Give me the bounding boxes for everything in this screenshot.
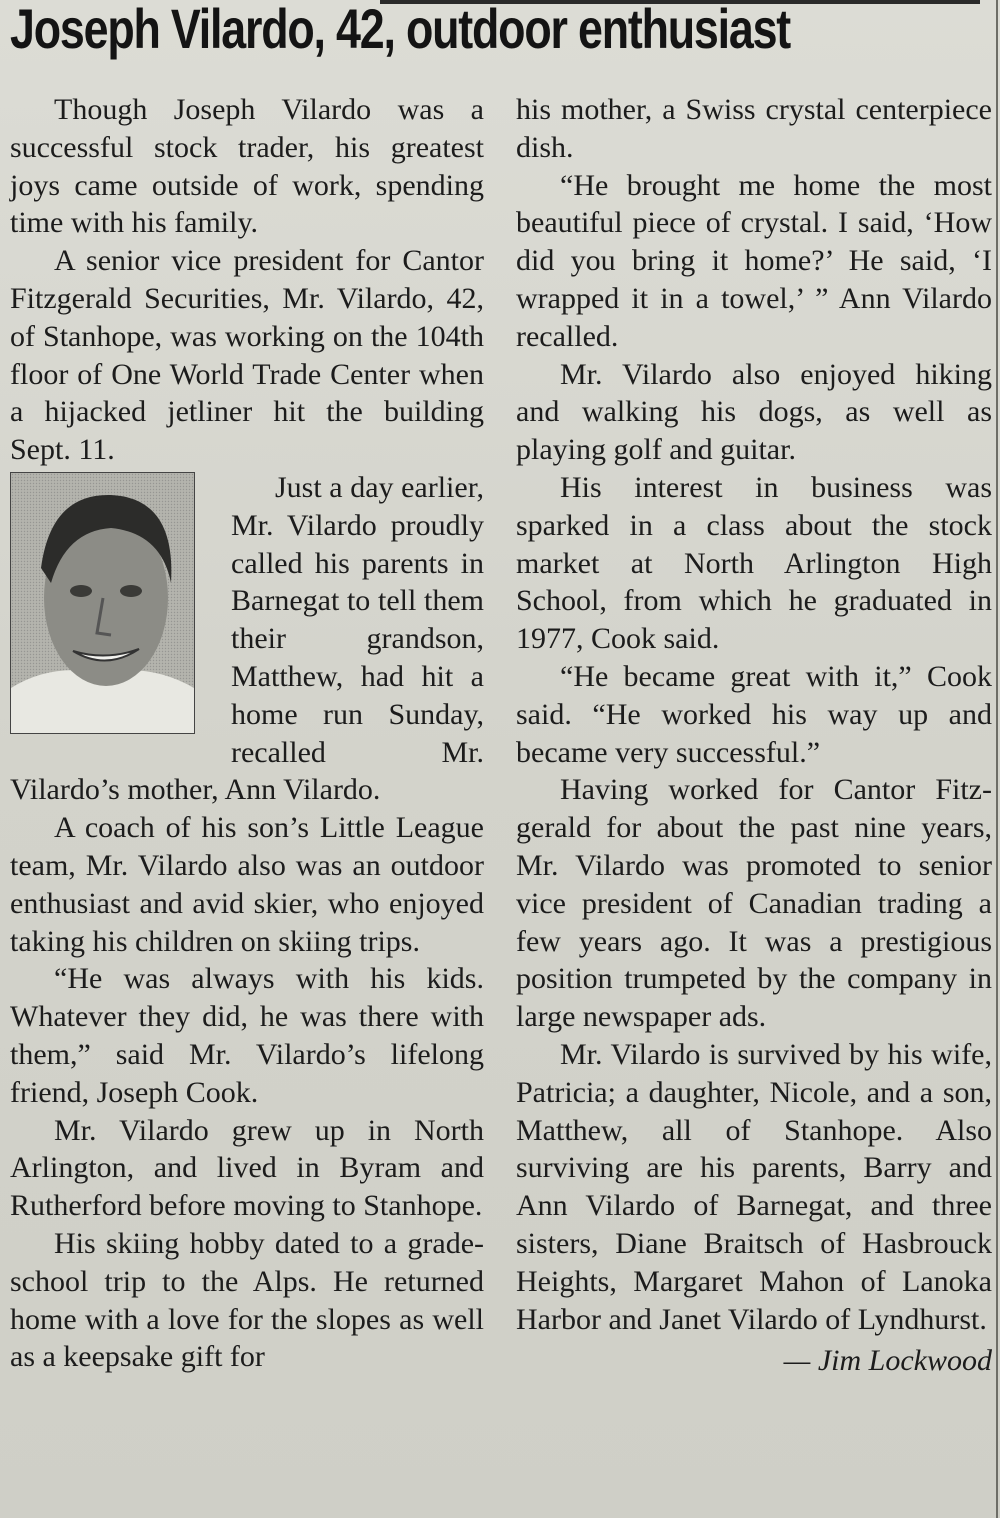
- column-right: [516, 91, 992, 1380]
- byline: — Jim Lockwood: [783, 1344, 992, 1378]
- portrait-image: [11, 473, 194, 733]
- paragraph: “He became great with it,” Cook said. “He worked his way up and became very successful.”: [516, 659, 992, 769]
- column-left: [10, 91, 484, 1376]
- paragraph: His interest in business was sparked in a class about the stock market at North Arlington High School, from which he graduated in 1977, Cook said.: [516, 470, 992, 656]
- paragraph: A coach of his son’s Little League team, Mr. Vilardo also was an outdoor enthusiast and avid skier, who enjoyed taking his children on skiing trips.: [10, 811, 484, 958]
- paragraph: his mother, a Swiss crystal centerpiece dish.: [516, 93, 992, 164]
- paragraph: A senior vice president for Cantor Fitzgerald Securities, Mr. Vilardo, 42, of Stanhope, was working on the 104th floor of One World Trade Center when a hijacked jetliner hit the building Sept. 11.: [10, 244, 484, 467]
- paragraph: Mr. Vilardo is survived by his wife, Patricia; a daughter, Nicole, and a son, Matthew, all of Stanhope. Also surviving are his parents, Barry and Ann Vilardo of Barnegat, and three sisters, Diane Braitsch of Hasbrouck Heights, Margaret Mahon of Lanoka Harbor and Janet Vilardo of Lyndhurst.: [516, 1037, 992, 1336]
- paragraph: “He brought me home the most beautiful piece of crystal. I said, ‘How did you bring it home?’ He said, ‘I wrapped it in a towel,’ ” Ann Vilardo recalled.: [516, 168, 992, 353]
- paragraph: His skiing hobby dated to a grade-school trip to the Alps. He returned home with a love for the slopes as well as a keepsake gift for: [10, 1226, 484, 1374]
- portrait-photo: [10, 472, 195, 734]
- paragraph: “He was always with his kids. Whatever they did, he was there with them,” said Mr. Vilardo’s lifelong friend, Joseph Cook.: [10, 962, 484, 1109]
- paragraph: Mr. Vilardo grew up in North Arlington, and lived in Byram and Rutherford before moving to Stanhope.: [10, 1113, 484, 1223]
- paragraph: Though Joseph Vilardo was a successful stock trader, his greatest joys came outside of work, spending time with his family.: [10, 93, 484, 240]
- paragraph: Mr. Vilardo also enjoyed hiking and walking his dogs, as well as playing golf and guitar.: [516, 357, 992, 467]
- clipping-edge: [996, 0, 998, 1518]
- paragraph: Just a day earlier, Mr. Vilardo proudly called his parents in Barnegat to tell them their grandson, Matthew, had hit a home run Sunday, recalled Mr. Vilardo’s mother, Ann Vilardo.: [10, 470, 484, 807]
- paragraph: Having worked for Cantor Fitzgerald for about the past nine years, Mr. Vilardo was promoted to senior vice president of Canadian trading a few years ago. It was a prestigious position trumpeted by the company in large newspaper ads.: [516, 773, 992, 1034]
- headline: Joseph Vilardo, 42, outdoor enthusiast: [10, 0, 791, 60]
